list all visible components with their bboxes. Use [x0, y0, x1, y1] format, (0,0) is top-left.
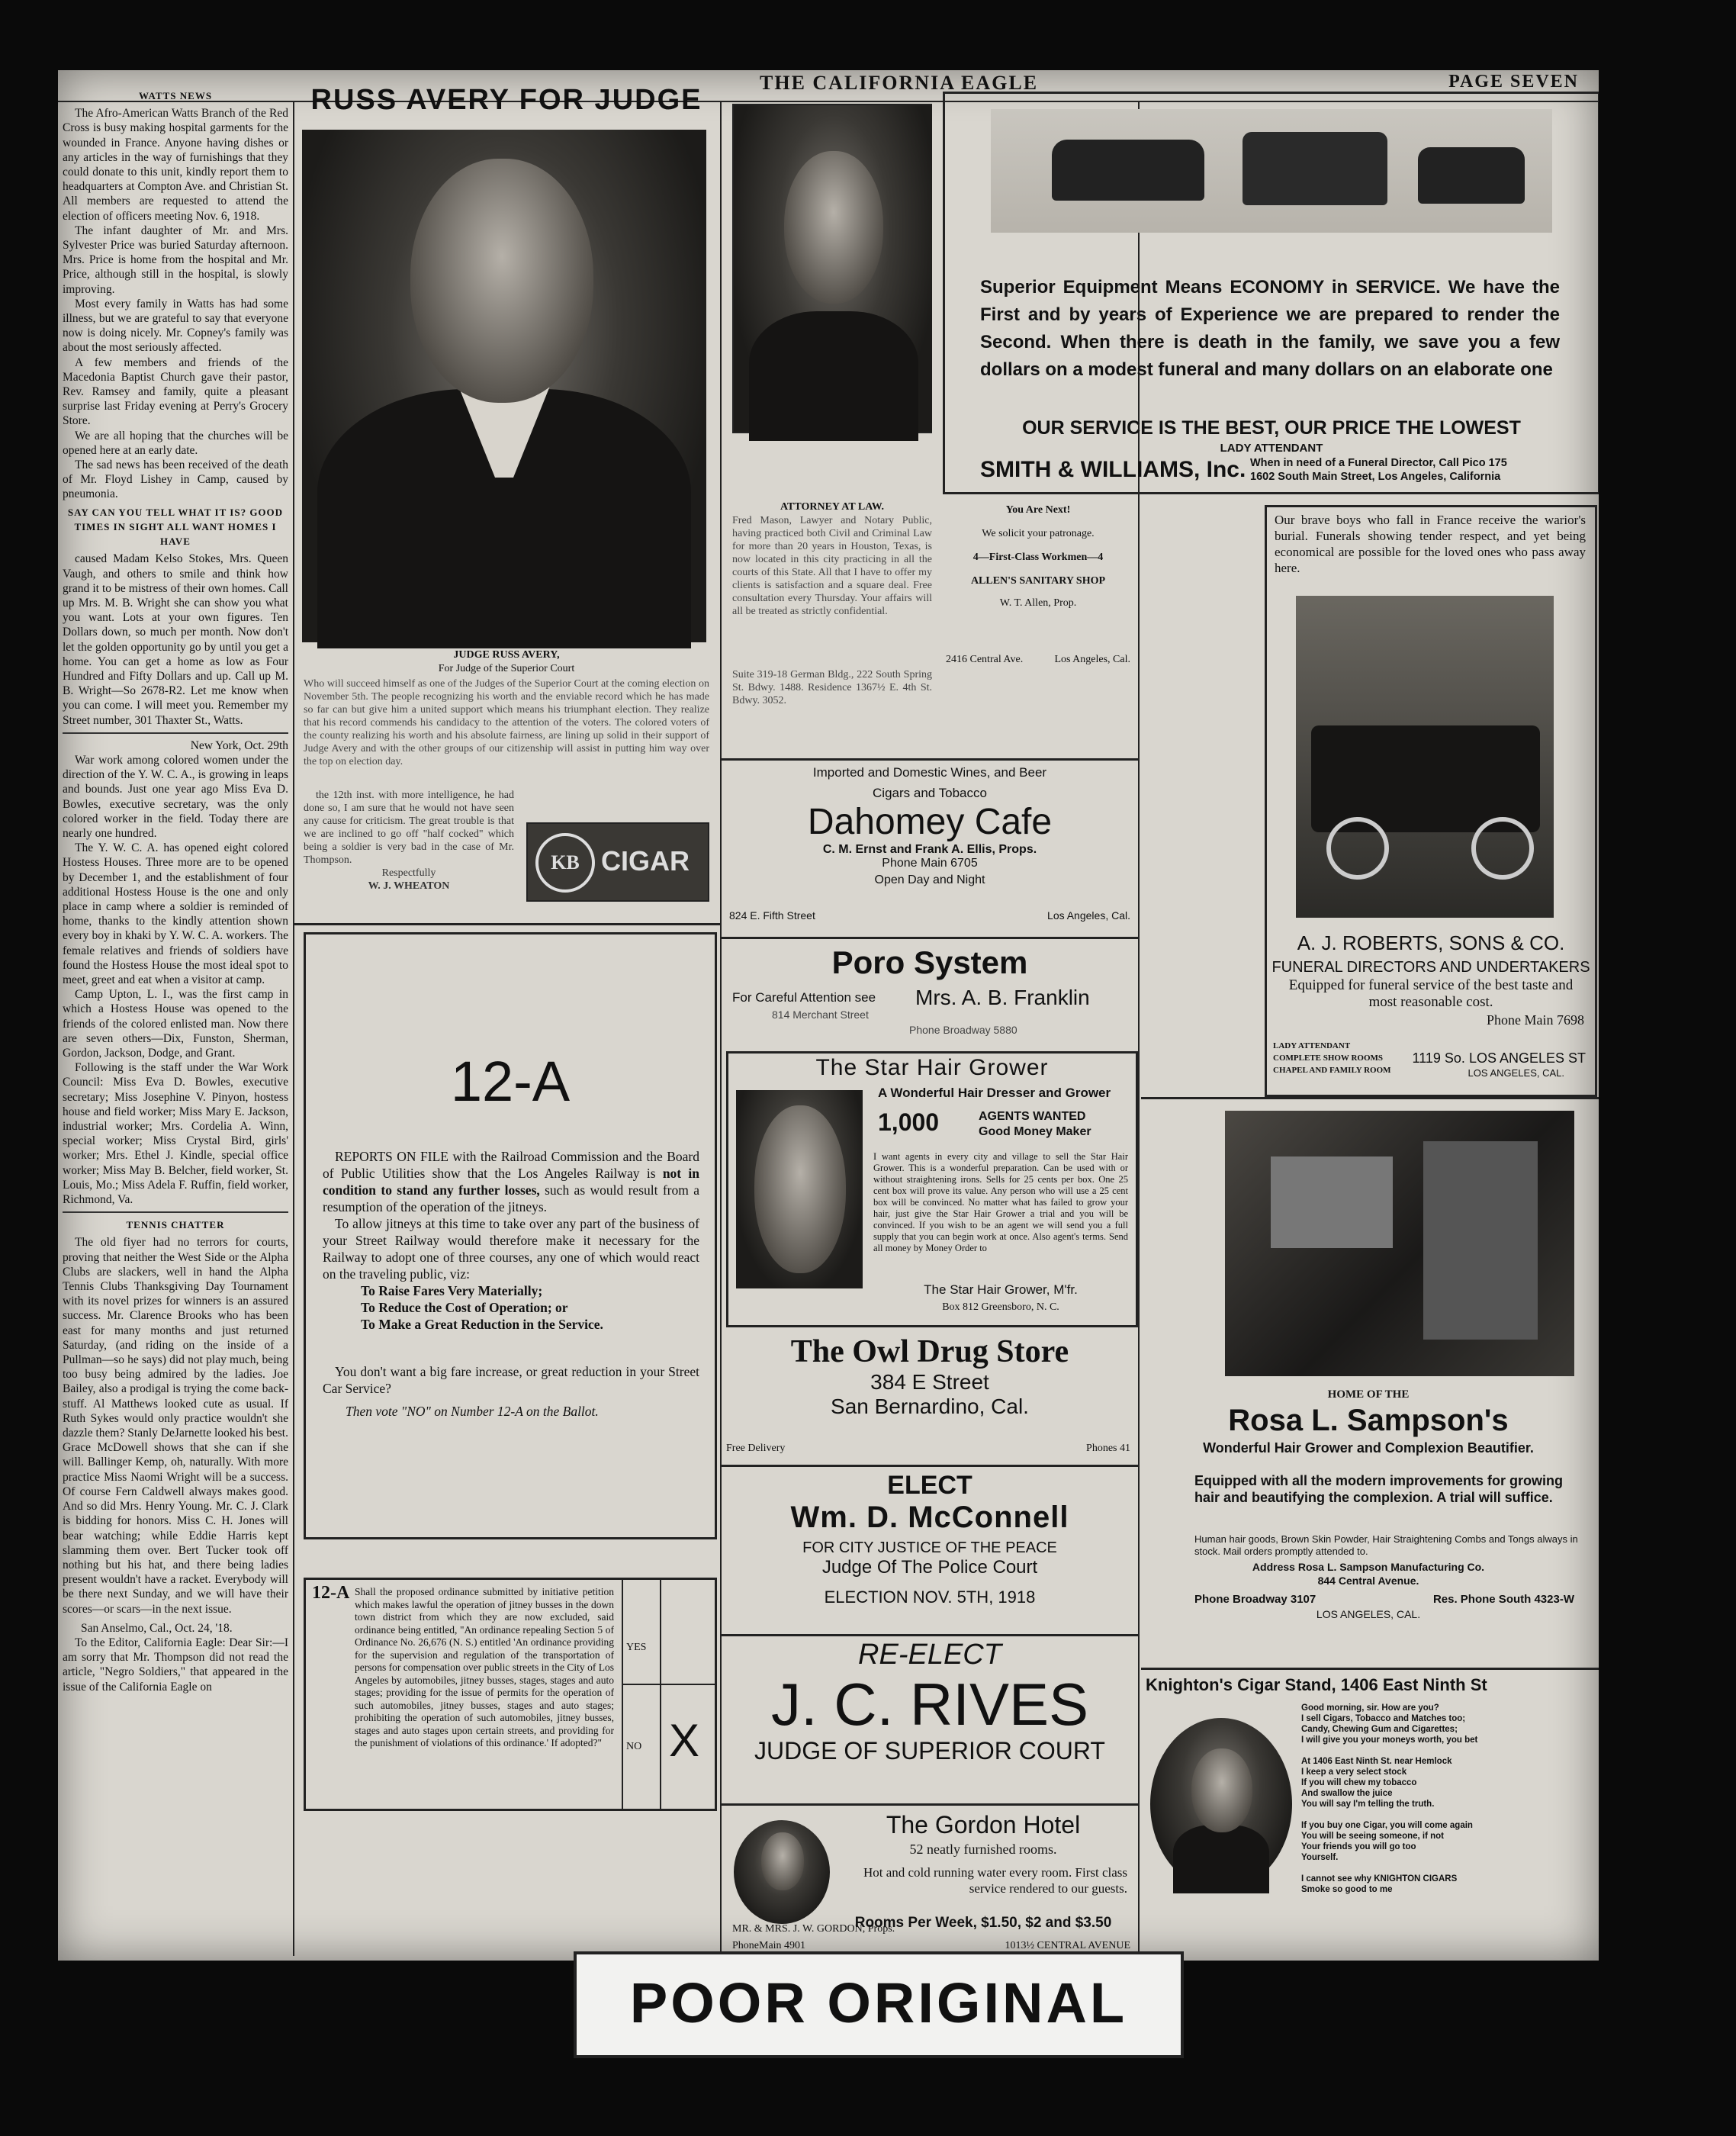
poro-ad — [726, 944, 1133, 1044]
mcconnell-date: ELECTION NOV. 5TH, 1918 — [824, 1588, 1036, 1607]
watts-paragraph: The infant daughter of Mr. and Mrs. Sylvester Price was buried Saturday afternoon. Mrs. Price is home from the hospital and Mr. Price, although still in the hospital, is slowly improving. — [63, 224, 288, 296]
allen-prop: W. T. Allen, Prop. — [999, 597, 1077, 609]
ballot-yes-label: YES — [626, 1642, 647, 1653]
ny-paragraph: Camp Upton, L. I., was the first camp in which a Hostess House was opened to the friends of the colored enlisted man. Now there are seven others—Dix, Funston, Sherman, Gordon, Jackson, Dodge, and Grant. — [63, 988, 288, 1060]
ballot-sample — [304, 1578, 717, 1811]
watts-paragraph: A few members and friends of the Macedonia Baptist Church gave their pastor, Rev. Ramsey and family, quite a pleasant surprise last Friday evening at Perry's Grocery Store. — [63, 355, 288, 428]
divider — [294, 923, 720, 925]
owl-drug-ad — [726, 1333, 1133, 1462]
poro-phone: Phone Broadway 5880 — [909, 1024, 1017, 1036]
smith-text: Superior Equipment Means ECONOMY in SERVICE. We have the First and by years of Experience we are prepared to render the Second. When there is death in the family, we save you a few dollars on a modest funeral and many dollars on an elaborate one — [980, 277, 1560, 380]
sampson-address2: 844 Central Avenue. — [1317, 1575, 1419, 1587]
watts-news-column — [63, 85, 288, 1954]
wheaton-letter — [304, 789, 514, 914]
star-name: The Star Hair Grower — [815, 1055, 1049, 1080]
mason-address: Suite 319-18 German Bldg., 222 South Spring St. Bdwy. 1488. Residence 1367½ E. 4th St. Bdwy. 3052. — [732, 669, 932, 706]
prop-12a-option: To Raise Fares Very Materially; — [361, 1283, 543, 1298]
homes-heading: SAY CAN YOU TELL WHAT IT IS? GOOD TIMES IN SIGHT ALL WANT HOMES I HAVE — [67, 506, 284, 548]
knighton-ad — [1144, 1672, 1597, 1957]
roberts-title: FUNERAL DIRECTORS AND UNDERTAKERS — [1271, 959, 1590, 976]
watts-paragraph: Most every family in Watts has had some illness, but we are grateful to say that everyone now is doing nicely. Mr. Copney's family was about the most seriously affected. — [63, 297, 288, 355]
roberts-equip: Equipped for funeral service of the best taste and most reasonable cost. — [1288, 977, 1574, 1010]
gordon-props: MR. & MRS. J. W. GORDON, Props. — [732, 1923, 895, 1935]
smith-slogan: OUR SERVICE IS THE BEST, OUR PRICE THE LOWEST — [1022, 417, 1521, 439]
wheaton-closing: Respectfully — [381, 867, 436, 879]
prop-12a-title: 12-A — [450, 1050, 571, 1113]
avery-article — [297, 82, 715, 917]
gordon-address: 1013½ CENTRAL AVENUE — [1005, 1940, 1130, 1951]
hearse-illustration — [991, 109, 1552, 233]
gordon-water: Hot and cold running water every room. First class service rendered to our guests. — [863, 1865, 1127, 1896]
sampson-res-phone: Res. Phone South 4323-W — [1432, 1593, 1574, 1606]
ballot-no-label: NO — [626, 1741, 642, 1752]
star-maker: The Star Hair Grower, M'fr. — [924, 1282, 1078, 1297]
allen-line2: We solicit your patronage. — [982, 528, 1095, 539]
newspaper-page — [58, 70, 1599, 1961]
cigar-label: CIGAR — [601, 845, 690, 877]
sampson-sub: Wonderful Hair Grower and Complexion Beautifier. — [1203, 1440, 1534, 1456]
smith-contact: When in need of a Funeral Director, Call Pico 175 — [1250, 457, 1507, 469]
dahomey-line2: Cigars and Tobacco — [873, 786, 987, 800]
sampson-name: Rosa L. Sampson's — [1228, 1404, 1509, 1437]
allen-ad — [943, 503, 1133, 755]
star-money: Good Money Maker — [979, 1125, 1091, 1138]
tennis-heading: TENNIS CHATTER — [126, 1219, 225, 1231]
dahomey-line1: Imported and Domestic Wines, and Beer — [812, 765, 1047, 780]
roberts-rooms2: CHAPEL AND FAMILY ROOM — [1273, 1066, 1391, 1075]
roberts-rooms1: COMPLETE SHOW ROOMS — [1273, 1054, 1384, 1063]
poro-address: 814 Merchant Street — [772, 1008, 869, 1021]
avery-caption: JUDGE RUSS AVERY, — [453, 649, 560, 661]
avery-caption-sub: For Judge of the Superior Court — [438, 663, 575, 674]
owl-street: 384 E Street — [870, 1370, 989, 1394]
mcconnell-name: Wm. D. McConnell — [790, 1501, 1069, 1534]
owl-name: The Owl Drug Store — [790, 1334, 1069, 1369]
ny-paragraph: Following is the staff under the War Work Council: Miss Eva D. Bowles, executive secretary; Miss Josephine V. Pinyon, hostess house and field worker; Miss Mary E. Jackson, industrial worker; Mrs. Cordelia A. Winn, special worker; Miss Crystal Bird, girls' worker; Mrs. Ethel J. Kindle, special office worker; Miss May B. Belcher, field worker, St. Louis, Mo.; Miss Adela F. Ruffin, field worker, Richmond, Va. — [63, 1061, 288, 1207]
prop-12a-lead: REPORTS ON FILE with the Railroad Commission and the Board of Public Utilities show that the Los Angeles Railway is — [323, 1149, 699, 1181]
sampson-goods: Human hair goods, Brown Skin Powder, Hair Straightening Combs and Tongs always in stock. Mail orders promptly attended to. — [1194, 1533, 1578, 1557]
sampson-phone: Phone Broadway 3107 — [1194, 1593, 1316, 1606]
avery-body: Who will succeed himself as one of the Judges of the Superior Court at the coming election on November 5th. The people recognizing his worth and the enviable record which he has made so far can but give him a united support which means his triumphant election. They realize that his record commends his candidacy to the attention of the voters. The colored voters of the county realizing his worth and his absolute fairness, are lining up solid in their support of Judge Avery and with the other groups of our citizenship will assist in putting him way over the top on election day. — [304, 678, 709, 767]
dahomey-city: Los Angeles, Cal. — [1047, 909, 1130, 922]
knighton-portrait — [1150, 1718, 1292, 1890]
ballot-text: Shall the proposed ordinance submitted by initiative petition which makes lawful the operation of jitney busses in the down town district from which they are now excluded, said ordinance being entitled, "An ordinance repealing Section 5 of Ordinance No. 26,676 (N. S.) entitled 'An ordinance providing for the supervision and regulation of the transportation of persons for compensation over public streets in the City of Los Angeles by automobiles, jitney busses, stages, stages and auto stages; providing for the issue of permits for the operation of such automobiles, jitney busses, stages and auto stages; prohibiting the operation of such automobiles, jitney busses, stages and auto stages upon certain streets, and providing for the punishment of violations of this ordinance.' If adopted?" — [355, 1586, 614, 1748]
ballot-x-mark: X — [669, 1715, 700, 1766]
rives-office: JUDGE OF SUPERIOR COURT — [754, 1737, 1105, 1764]
avery-headline: RUSS AVERY FOR JUDGE — [310, 84, 702, 116]
dahomey-phone: Phone Main 6705 — [882, 857, 978, 870]
roberts-name: A. J. ROBERTS, SONS & CO. — [1297, 931, 1565, 954]
star-box: Box 812 Greensboro, N. C. — [942, 1301, 1059, 1313]
gordon-name: The Gordon Hotel — [886, 1811, 1081, 1838]
sampson-home: HOME OF THE — [1327, 1388, 1410, 1401]
roberts-address: 1119 So. LOS ANGELES ST — [1412, 1050, 1586, 1066]
allen-name: ALLEN'S SANITARY SHOP — [970, 575, 1106, 587]
mcconnell-ad — [726, 1471, 1133, 1631]
roberts-intro: Our brave boys who fall in France receive the warior's burial. Funerals showing tender respect, and yet being economical are possible for the loved ones who pass away here. — [1275, 513, 1586, 575]
cigar-monogram: KB — [535, 833, 595, 893]
proposition-12a-ad — [304, 932, 717, 1539]
mason-body: Fred Mason, Lawyer and Notary Public, having practiced both Civil and Criminal Law for more than 20 years in Houston, Texas, is now located in this city practicing in all the courts of this State. All that I have to offer my clients is satisfaction and a square deal. Free consultation every Thursday. Your affairs will all be treated as strictly confidential. — [732, 515, 932, 617]
star-tagline: A Wonderful Hair Dresser and Grower — [878, 1086, 1111, 1100]
poro-name: Poro System — [831, 944, 1028, 980]
watts-paragraph: The Afro-American Watts Branch of the Red Cross is busy making hospital garments for the wounded in France. Anyone having dishes or any articles in the way of furnishings that they could donate to this unit, kindly report them to headquarters at Compton Ave. and Christian St. All members are requested to attend the election of officers meeting Nov. 6, 1918. — [63, 107, 288, 223]
smith-williams-ad — [943, 92, 1599, 494]
mcconnell-office1: FOR CITY JUSTICE OF THE PEACE — [802, 1539, 1057, 1556]
knighton-title: Knighton's Cigar Stand, 1406 East Ninth St — [1146, 1675, 1487, 1694]
avery-portrait — [302, 130, 706, 642]
star-woman-portrait — [736, 1090, 863, 1288]
prop-12a-para2: To allow jitneys at this time to take over any part of the business of your Street Railway would therefore make it necessary for the Railway to adopt one of three courses, any one of which would react on the traveling public, viz: — [323, 1216, 699, 1282]
dahomey-hours: Open Day and Night — [874, 873, 985, 886]
gordon-phone: PhoneMain 4901 — [732, 1940, 806, 1951]
gordon-rooms: 52 neatly furnished rooms. — [909, 1842, 1057, 1857]
letter-dateline: San Anselmo, Cal., Oct. 24, '18. — [81, 1621, 233, 1635]
owl-phones: Phones 41 — [1086, 1443, 1130, 1454]
sampson-equip: Equipped with all the modern improvements for growing hair and beautifying the complexion. A trial will suffice. — [1194, 1473, 1564, 1505]
sampson-address1: Address Rosa L. Sampson Manufacturing Co. — [1252, 1561, 1485, 1573]
ny-paragraph: The Y. W. C. A. has opened eight colored Hostess Houses. Three more are to be opened by December 1, and the establishment of four additional Hostess House is the one and only place in camp where a soldier is reminded of home, thanks to the kindly attention shown every boy in khaki by Y. W. C. A. workers. The female relatives and friends of soldiers have found the Hostess House the most ideal spot to meet, greet and eat when a visitor at camp. — [63, 841, 288, 986]
allen-address: 2416 Central Ave. — [946, 654, 1024, 665]
mcconnell-elect: ELECT — [887, 1471, 972, 1500]
star-count: 1,000 — [878, 1108, 940, 1136]
roberts-ad — [1265, 505, 1597, 1097]
ny-paragraph: War work among colored women under the direction of the Y. W. C. A., is growing in leaps and bounds. Just one year ago Miss Eva D. Bowles, executive secretary, was the only colored worker in the field. Today there are nearly one hundred. — [63, 753, 288, 840]
rives-ad — [726, 1639, 1133, 1802]
roberts-attendant: LADY ATTENDANT — [1273, 1041, 1351, 1050]
dahomey-props: C. M. Ernst and Frank A. Ellis, Props. — [822, 843, 1037, 856]
col-divider-2 — [720, 102, 722, 1956]
mcconnell-office2: Judge Of The Police Court — [821, 1557, 1038, 1578]
star-agents: AGENTS WANTED — [979, 1110, 1086, 1123]
prop-12a-lead-rest: such as would result from a resumption of the operation of the jitneys. — [323, 1182, 699, 1214]
prop-12a-option: To Reduce the Cost of Operation; or — [361, 1300, 568, 1315]
owl-delivery: Free Delivery — [726, 1443, 786, 1454]
sampson-shop-photo — [1225, 1111, 1574, 1376]
letter-paragraph: To the Editor, California Eagle: Dear Sir:—I am sorry that Mr. Thompson did not read the article, "Negro Soldiers," that appeared in the issue of the California Eagle on — [63, 1636, 288, 1694]
ballot-label: 12-A — [312, 1583, 350, 1603]
page-number: PAGE SEVEN — [1448, 72, 1579, 92]
gordon-hotel-ad — [726, 1808, 1133, 1956]
rives-name: J. C. RIVES — [770, 1671, 1089, 1738]
dahomey-address: 824 E. Fifth Street — [729, 909, 815, 922]
watts-paragraph: The sad news has been received of the death of Mr. Floyd Lishey in Camp, caused by pneumonia. — [63, 458, 288, 501]
mason-portrait — [732, 104, 932, 433]
roberts-phone: Phone Main 7698 — [1487, 1012, 1584, 1028]
wheaton-text: the 12th inst. with more intelligence, he had done so, I am sure that he would not have seen any cause for criticism. The great trouble is that we are inclined to go off "half cocked" which being a soldier is very bad in the case of Mr. Thompson. — [304, 790, 514, 866]
homes-paragraph: caused Madam Kelso Stokes, Mrs. Queen Vaugh, and others to smile and think how grand it to be mistress of their own homes. Call up Mrs. M. B. Wright she can show you what you want. Lots at your own figures. Ten Dollars down, so much per month. Now don't let the golden opportunity go by until you get a home. You can get a home as low as Four Hundred and Fifty Dollars and up. Call up M. B. Wright—So 2678-R2. Let me know when you can come. I will meet you. Remember my Street number, 301 Thaxter St., Watts. — [63, 552, 288, 727]
roberts-city: LOS ANGELES, CAL. — [1468, 1067, 1564, 1079]
watts-news-heading: WATTS NEWS — [138, 90, 213, 101]
masthead-title: THE CALIFORNIA EAGLE — [760, 72, 1039, 94]
poor-original-stamp: POOR ORIGINAL — [574, 1951, 1184, 2058]
prop-12a-option: To Make a Great Reduction in the Service. — [361, 1317, 603, 1332]
roberts-hearse-photo — [1296, 596, 1554, 918]
divider — [63, 1211, 288, 1213]
ny-dateline: New York, Oct. 29th — [190, 738, 288, 752]
allen-line3: 4—First-Class Workmen—4 — [972, 552, 1104, 563]
prop-12a-para3: You don't want a big fare increase, or great reduction in your Street Car Service? — [323, 1364, 699, 1396]
smith-attendant: LADY ATTENDANT — [1220, 442, 1323, 455]
sampson-ad — [1144, 1102, 1593, 1719]
star-body: I want agents in every city and village to sell the Star Hair Grower. This is a wonderful preparation. Can be used with or without straightening irons. Sells for 25 cents per box. One 25 cent box will prove its value. Any person who will use a 25 cent box will be convinced. No matter what has failed to grow your hair, just give the Star Hair Grower a trial and you will be convinced. If you wish to be an agent we will send you a full supply that you can begin work at once. Also agent's terms. Send all money by Money Order to — [873, 1151, 1128, 1253]
gordon-rates: Rooms Per Week, $1.50, $2 and $3.50 — [854, 1915, 1112, 1931]
dahomey-name: Dahomey Cafe — [807, 802, 1053, 842]
smith-address: 1602 South Main Street, Los Angeles, California — [1250, 471, 1501, 483]
prop-12a-cta: Then vote "NO" on Number 12-A on the Ballot. — [346, 1404, 599, 1419]
wheaton-signature: W. J. WHEATON — [368, 880, 450, 892]
gordon-portrait — [734, 1820, 830, 1924]
sampson-city: LOS ANGELES, CAL. — [1316, 1608, 1421, 1620]
divider — [63, 732, 288, 734]
smith-name: SMITH & WILLIAMS, Inc. — [980, 457, 1246, 482]
allen-city: Los Angeles, Cal. — [1054, 654, 1130, 665]
star-hair-grower-ad — [726, 1051, 1138, 1327]
mason-ad — [732, 104, 932, 737]
col-divider-1 — [293, 102, 294, 1956]
prop-12a-body — [323, 1148, 699, 1522]
poro-person: Mrs. A. B. Franklin — [915, 986, 1090, 1009]
watts-paragraph: We are all hoping that the churches will be opened here at an early date. — [63, 429, 288, 457]
prop-12a-lead-bold: not in condition to stand any further losses, — [323, 1166, 699, 1198]
knighton-verse: Good morning, sir. How are you? I sell Cigars, Tobacco and Matches too; Candy, Chewing Gum and Cigarettes; I will give you your moneys worth, you bet At 1406 East Ninth St. near Hemlock I keep a very select stock If you will chew my tobacco And swallow the juice You will say I'm telling the truth. If you buy one Cigar, you will come again You will be seeing someone, if not Your friends you will go too Yourself. I cannot see why KNIGHTON CIGARS Smoke so good to me — [1301, 1703, 1478, 1894]
allen-line1: You Are Next! — [1005, 504, 1071, 516]
mason-caption: ATTORNEY AT LAW. — [780, 501, 885, 513]
poro-line: For Careful Attention see — [732, 990, 876, 1005]
tennis-paragraph: The old fiyer had no terrors for courts, proving that neither the West Side or the Alpha Clubs are slackers, well in hand the Alpha Tennis Clubs Thanksgiving Day Tournament with its novel prizes for winners is an assured success. Mr. Clarence Brooks who has been east for many months and just returned Saturday, (and riding on the inside of a Pullman—so he says) did not play much, being too busy being admired by the ladies. Joe Bailey, also a prodigal is trying the come back-stuff. Al Matthews looked cute as usual. If Ruth Sykes would only practice wouldn't she dazzle them? Stanly DeJarnette looked his best. Grace McDowell shows that she can if she will. Ballinger Kemp, oh, naturally. With more practice Miss Naomi Wright will be a success. Of course Fern Caldwell always makes good. And so did Mrs. Henry Young. Mr. C. J. Clark is bidding for honors. Miss C. H. Jones will bear watching; while Eddie Harris kept slamming them over. Bert Tucker took off nothing but his hat, and there being ladies present wouldn't have a racket. Everybody will be there next Sunday, and we will have their scores—or scars—in the next issue. — [63, 1236, 288, 1616]
dahomey-ad — [726, 763, 1133, 932]
cigar-ad — [526, 822, 709, 902]
owl-city: San Bernardino, Cal. — [831, 1395, 1029, 1418]
rives-reelect: RE-ELECT — [858, 1639, 1001, 1671]
